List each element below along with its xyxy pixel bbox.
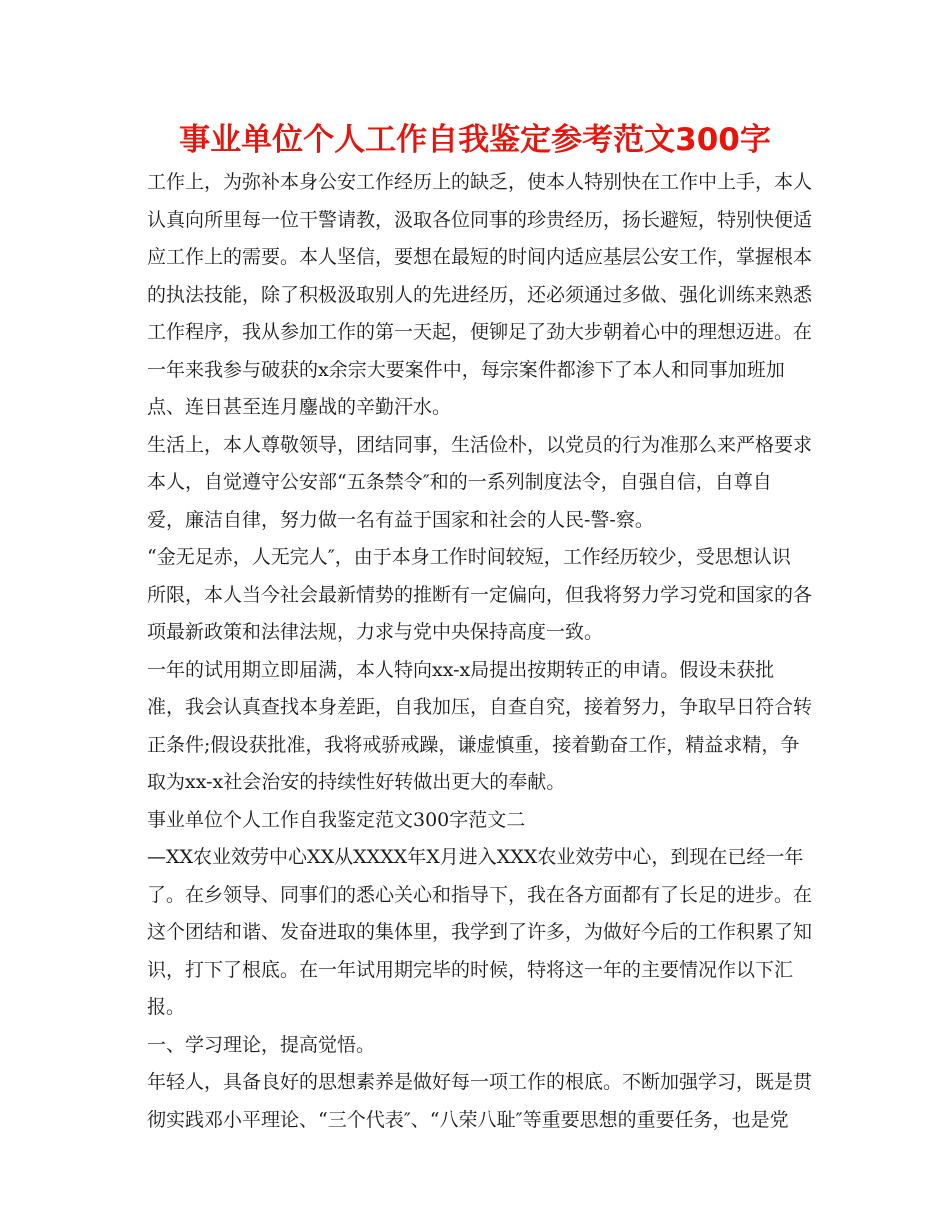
text-line: 识，打下了根底。在一年试用期完毕的时候，特将这一年的主要情况作以下汇	[147, 958, 794, 981]
text-line: 彻实践邓小平理论、“三个代表″、“八荣八耻″等重要思想的重要任务，也是党	[147, 1108, 789, 1131]
paragraph-life	[147, 427, 813, 540]
text-line: 应工作上的需要。本人坚信，要想在最短的时间内适应基层公安工作，掌握根本	[147, 246, 813, 268]
section-heading-example-two	[147, 802, 807, 840]
text-line: 这个团结和谐、发奋进取的集体里，我学到了许多，为做好今后的工作积累了知	[147, 921, 813, 943]
text-line: 事业单位个人工作自我鉴定范文300字范文二	[147, 808, 526, 831]
text-line: 一年来我参与破获的x余宗大要案件中，每宗案件都渗下了本人和同事加班加	[147, 358, 785, 381]
text-line: 报。	[147, 996, 186, 1018]
text-line: 一、学习理论，提高觉悟。	[147, 1033, 376, 1056]
text-line: 的执法技能，除了积极汲取别人的先进经历，还必须通过多做、强化训练来熟悉	[147, 283, 813, 306]
text-line: 工作程序，我从参加工作的第一天起，便铆足了劲大步朝着心中的理想迈进。在	[147, 321, 813, 343]
section-heading-study-theory	[147, 1027, 807, 1065]
document-title: 事业单位个人工作自我鉴定参考范文300字	[179, 122, 771, 158]
text-line: 点、连日甚至连月鏖战的辛勤汗水。	[147, 396, 452, 418]
text-line: 生活上，本人尊敬领导，团结同事，生活俭朴，以党员的行为准那么来严格要求	[147, 433, 813, 456]
paragraph-work	[147, 164, 813, 427]
text-line: 工作上，为弥补本身公安工作经历上的缺乏，使本人特别快在工作中上手，本人	[147, 171, 813, 193]
paragraph-probation	[147, 652, 813, 802]
text-line: 一年的试用期立即届满，本人特向xx-x局提出按期转正的申请。假设未获批	[147, 658, 775, 681]
text-line: 所限，本人当今社会最新情势的推断有一定偏向，但我将努力学习党和国家的各	[147, 583, 813, 606]
text-line: 取为xx-x社会治安的持续性好转做出更大的奉献。	[147, 771, 566, 793]
text-line: 爱，廉洁自律，努力做一名有益于国家和社会的人民-警-察。	[147, 508, 654, 531]
paragraph-agriculture-center	[147, 839, 813, 1027]
paragraph-self-reflection	[147, 539, 813, 652]
text-line: 年轻人，具备良好的思想素养是做好每一项工作的根底。不断加强学习，既是贯	[147, 1071, 813, 1093]
text-line: 了。在乡领导、同事们的悉心关心和指导下，我在各方面都有了长足的进步。在	[147, 883, 813, 906]
text-line: 认真向所里每一位干警请教，汲取各位同事的珍贵经历，扬长避短，特别快便适	[147, 208, 813, 231]
text-line: 准，我会认真查找本身差距，自我加压，自查自究，接着努力，争取早日符合转	[147, 696, 813, 718]
text-line: 项最新政策和法律法规，力求与党中央保持高度一致。	[147, 621, 604, 643]
text-line: 本人，自觉遵守公安部“五条禁令″和的一系列制度法令，自强自信，自尊自	[147, 471, 772, 493]
document-body	[147, 164, 813, 1139]
paragraph-young-people	[147, 1064, 813, 1139]
text-line: “金无足赤，人无完人″，由于本身工作时间较短，工作经历较少，受思想认识	[147, 546, 791, 568]
text-line: 正条件;假设获批准，我将戒骄戒躁，谦虚慎重，接着勤奋工作，精益求精，争	[147, 733, 800, 756]
text-line: —XX农业效劳中心XX从XXXX年X月进入XXX农业效劳中心，到现在已经一年	[147, 846, 804, 868]
